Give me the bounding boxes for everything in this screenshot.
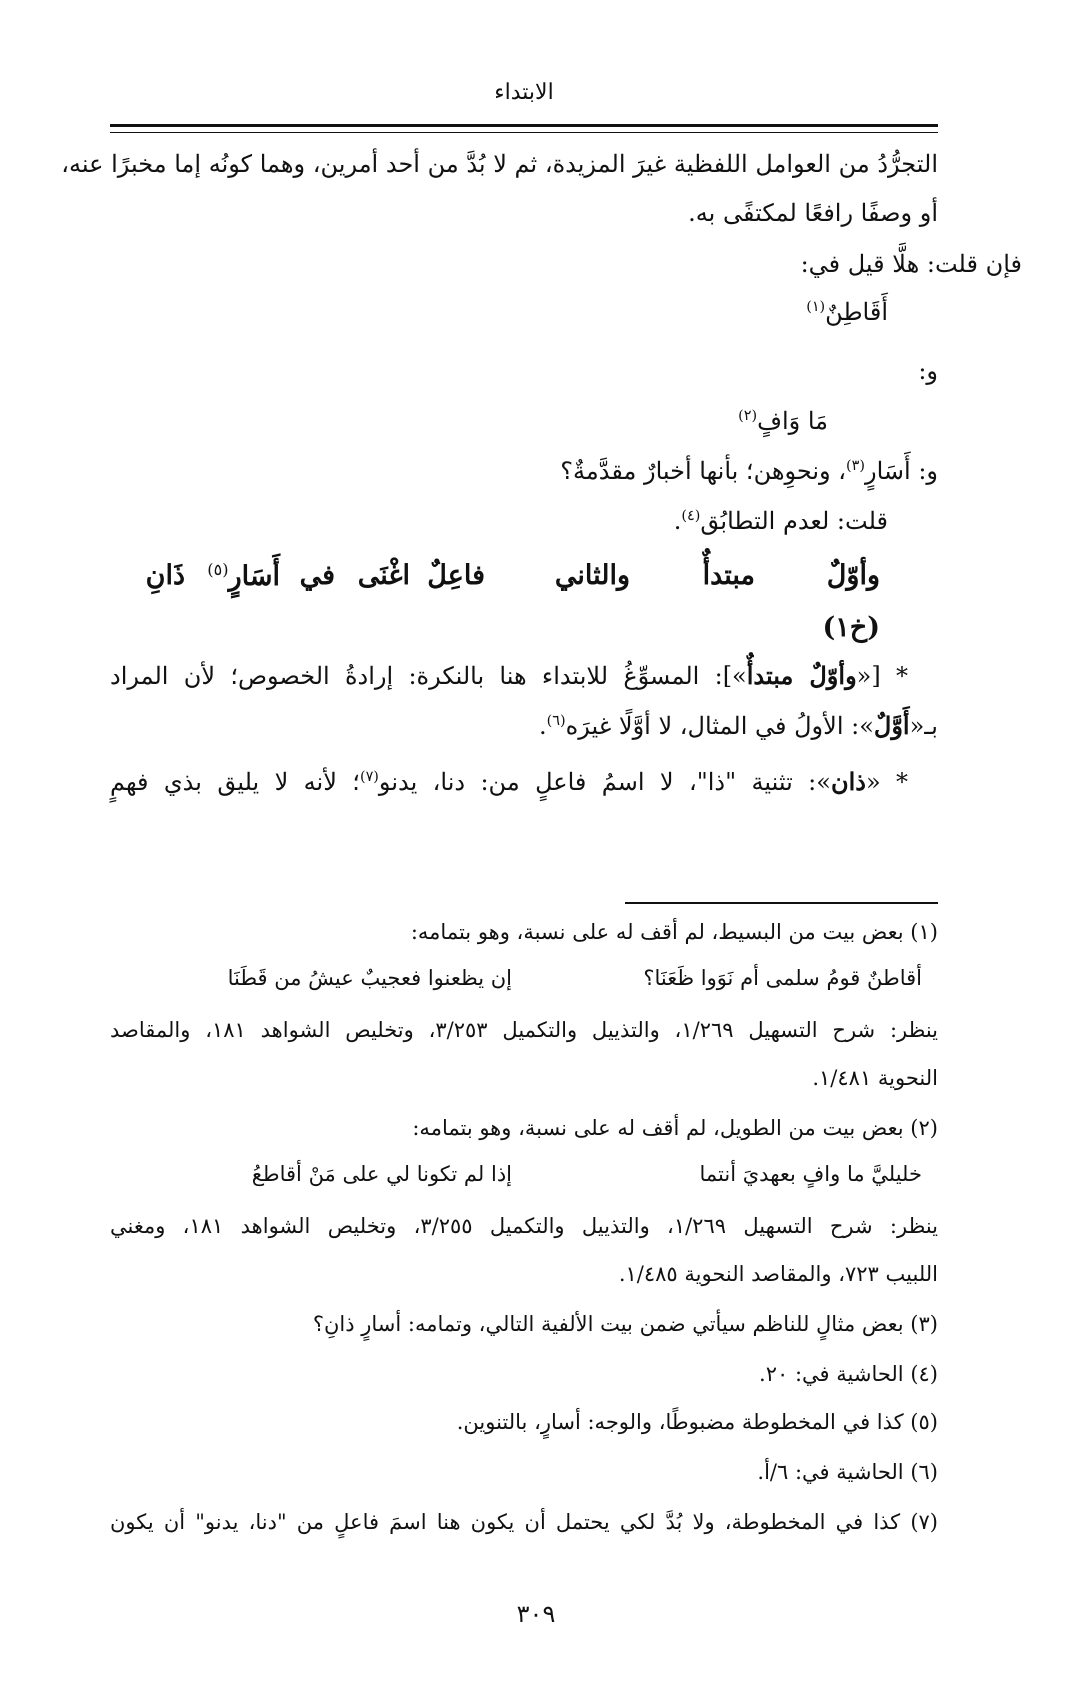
footnote-5: (٥) كذا في المخطوطة مضبوطًا، والوجه: أسارٍ، بالتنوين. bbox=[456, 1410, 938, 1434]
footnote-2-refs-2: اللبيب ٧٢٣، والمقاصد النحوية ١/٤٨٥. bbox=[618, 1262, 938, 1286]
bold-lemma: وأوّلٌ مبتدأٌ bbox=[746, 661, 857, 690]
verse-word: في bbox=[299, 560, 335, 591]
text-run: و: أَسَارٍ bbox=[865, 457, 938, 485]
footnote-marker: (٦) bbox=[546, 713, 566, 729]
footnote-separator bbox=[625, 902, 938, 904]
commentary-line-1 bbox=[110, 662, 938, 691]
verse-word: اغْنَى bbox=[357, 560, 410, 591]
footnote-marker: (٧) bbox=[359, 769, 379, 785]
text-run: * [« bbox=[856, 662, 909, 690]
text-run: . bbox=[539, 712, 547, 740]
verse-word: والثاني bbox=[554, 560, 630, 591]
verse-quote-word: مَا وَافٍ bbox=[757, 407, 828, 435]
text-run: بـ« bbox=[909, 712, 938, 740]
page-number: ٣٠٩ bbox=[516, 1600, 556, 1628]
footnote-6: (٦) الحاشية في: ٦/أ. bbox=[757, 1460, 938, 1484]
text-run: ؛ لأنه لا يليق بذي فهمٍ bbox=[110, 768, 360, 796]
body-line-5: و: bbox=[918, 357, 938, 385]
verse-word: ذَانِ bbox=[145, 560, 185, 591]
footnote-1-hemistich-1: أقاطنٌ قومُ سلمى أم نَوَوا ظَعَنَا؟ bbox=[643, 966, 922, 990]
text-run: »: تثنية "ذا"، لا اسمُ فاعلٍ من: دنا، يدنو bbox=[378, 768, 831, 796]
bold-lemma: ذان bbox=[830, 767, 866, 796]
footnote-3: (٣) بعض مثالٍ للناظم سيأتي ضمن بيت الألفية التالي، وتمامه: أسارٍ ذانِ؟ bbox=[312, 1312, 938, 1336]
verse-reference bbox=[130, 612, 880, 652]
verse-word: مبتدأٌ bbox=[702, 560, 755, 591]
footnote-7: (٧) كذا في المخطوطة، ولا بُدَّ لكي يحتمل أن يكون هنا اسمَ فاعلٍ من "دنا، يدنو" أن يكون bbox=[110, 1510, 938, 1534]
body-line-2: أو وصفًا رافعًا لمكتفًى به. bbox=[688, 199, 938, 227]
running-header: الابتداء bbox=[494, 80, 554, 105]
footnote-marker: (٣) bbox=[846, 458, 866, 474]
body-line-6 bbox=[110, 407, 938, 436]
alfiyya-verse bbox=[130, 560, 880, 600]
body-line-8 bbox=[110, 507, 938, 536]
footnote-2-refs-1: ينظر: شرح التسهيل ١/٢٦٩، والتذييل والتكميل ٣/٢٥٥، وتخليص الشواهد ١٨١، ومغني bbox=[110, 1214, 939, 1238]
footnote-1-hemistich-2: إن يظعنوا فعجيبٌ عيشُ من قَطَنَا bbox=[227, 966, 512, 990]
footnote-2-hemistich-2: إذا لم تكونا لي على مَنْ أقاطعُ bbox=[251, 1162, 512, 1186]
body-line-4 bbox=[110, 298, 938, 327]
body-line-7 bbox=[110, 457, 938, 486]
footnote-1-refs-2: النحوية ١/٤٨١. bbox=[812, 1066, 938, 1090]
bold-lemma: أَوَّلٌ bbox=[873, 711, 910, 740]
text-run: ، ونحوِهن؛ بأنها أخبارٌ مقدَّمةٌ؟ bbox=[560, 457, 847, 485]
footnote-marker: (٤) bbox=[681, 508, 701, 524]
commentary-line-3 bbox=[110, 768, 938, 797]
verse-word: فاعِلٌ bbox=[427, 560, 485, 591]
footnote-2-hemistich-1: خليليَّ ما وافٍ بعهديَ أنتما bbox=[699, 1162, 922, 1186]
commentary-line-2 bbox=[110, 712, 938, 741]
text-run: قلت: لعدم التطابُق bbox=[700, 507, 888, 535]
verse-quote-word: أَقَاطِنٌ bbox=[825, 298, 888, 326]
footnote-1-refs-1: ينظر: شرح التسهيل ١/٢٦٩، والتذييل والتكميل ٣/٢٥٣، وتخليص الشواهد ١٨١، والمقاصد bbox=[110, 1018, 939, 1042]
footnote-4: (٤) الحاشية في: ٢٠. bbox=[759, 1362, 938, 1386]
footnote-marker: (٢) bbox=[738, 408, 758, 424]
verse-word bbox=[207, 560, 280, 592]
footnote-marker: (٥) bbox=[207, 560, 229, 579]
header-rule-thin bbox=[110, 132, 938, 133]
footnote-marker: (١) bbox=[806, 299, 826, 315]
text-run: * « bbox=[865, 768, 909, 796]
verse-word-text: أَسَارٍ bbox=[228, 561, 280, 592]
manuscript-ref: (خ١) bbox=[822, 612, 880, 643]
text-run: . bbox=[673, 507, 682, 535]
header-rule-thick bbox=[110, 124, 938, 127]
verse-word: وأوّلٌ bbox=[826, 560, 880, 591]
body-line-3: فإن قلت: هلَّا قيل في: bbox=[800, 250, 1022, 278]
text-run: »: الأولُ في المثال، لا أوَّلًا غيرَه bbox=[565, 712, 874, 740]
text-run: »]: المسوِّغُ للابتداء هنا بالنكرة: إرادةُ الخصوص؛ لأن المراد bbox=[110, 662, 747, 690]
body-line-1: التجرُّدُ من العوامل اللفظية غيرَ المزيدة، ثم لا بُدَّ من أحد أمرين، وهما كونُه إما مخبرًا عنه، bbox=[61, 150, 938, 178]
footnote-2: (٢) بعض بيت من الطويل، لم أقف له على نسبة، وهو بتمامه: bbox=[412, 1116, 938, 1140]
footnote-1: (١) بعض بيت من البسيط، لم أقف له على نسبة، وهو بتمامه: bbox=[410, 920, 938, 944]
